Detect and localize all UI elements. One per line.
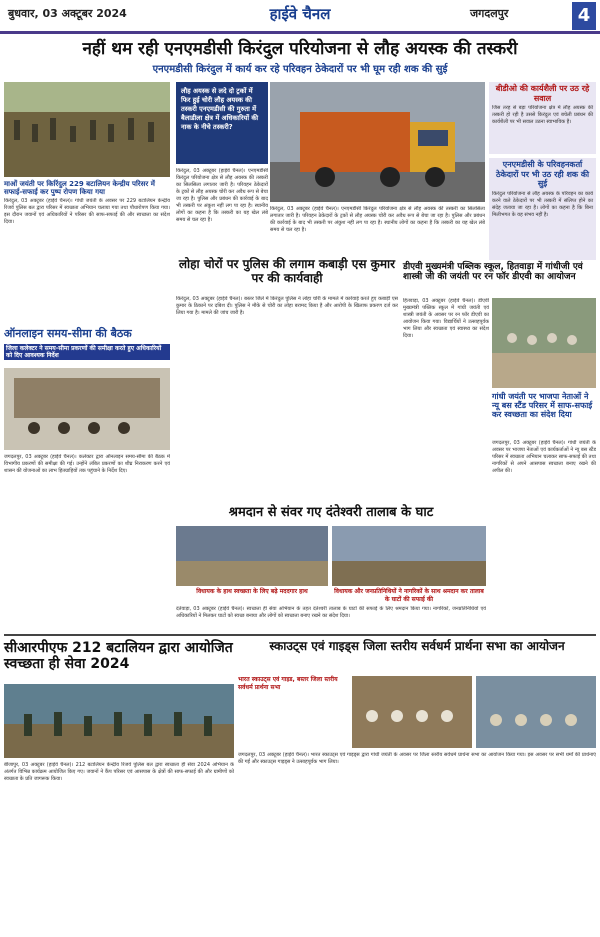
lead-body-col2: किरंदुल, 03 अक्टूबर (हाईवे चैनल)। एनएमडीसी किरंदुल परियोजना क्षेत्र से लौह अयस्क की तस्करी का सिलसिला लगातार जारी है। परिवहन ठेकेदारों के ट्रकों से लौह अयस्क चोरी कर अवैध रूप से बेचा जा रहा है। पुलिस और प्रबंधन की कार्रवाई के बाद भी तस्करी पर अंकुश नहीं लग पा रहा है। स्थानीय लोगों का कहना है कि तस्करी का यह खेल लंबे समय से चल रहा है। [270,206,485,233]
lead-headline: नहीं थम रही एनएमडीसी किरंदुल परियोजना से लौह अयस्क की तस्करी [82,39,518,59]
section-divider [4,634,596,636]
scouts-headline: स्काउट्स एवं गाइड्स जिला स्तरीय सर्वधर्म प्रार्थना सभा का आयोजन [269,639,565,653]
shramdaan-photo-left [176,526,328,586]
online-meeting-body: जगदलपुर, 03 अक्टूबर (हाईवे चैनल)। कलेक्टर द्वारा ऑनलाइन समय-सीमा की बैठक में विभागीय प्रकरणों की समीक्षा की गई। उन्होंने लंबित प्रकरणों का शीघ्र निराकरण करने एवं शासन की योजनाओं का लाभ हितग्राहियों तक पहुंचाने के निर्देश दिए। [4,454,170,474]
scouts-photo-2 [476,676,596,748]
scouts-body: जगदलपुर, 03 अक्टूबर (हाईवे चैनल)। भारत स्काउट्स एवं गाइड्स द्वारा गांधी जयंती के अवसर पर जिला स्तरीय सर्वधर्म प्रार्थना सभा का आयोजन किया गया। इस अवसर पर सभी धर्मों की प्रार्थनाएं की गईं और स्काउट्स गाइड्स ने उत्साहपूर्वक भाग लिया। [238,752,596,765]
online-meeting-headline: ऑनलाइन समय-सीमा की बैठक [4,327,132,340]
cleanliness-drive-photo [4,82,170,177]
scrap-headline: लोहा चोरों पर पुलिस की लगाम कबाड़ी एस कुमार पर की कार्यवाही [178,257,396,285]
newspaper-name: हाईवे चैनल [269,5,331,23]
shramdaan-photo-right [332,526,486,586]
bdo-box-body: जिस तरह से बड़ा परियोजना क्षेत्र में लौह अयस्क की तस्करी हो रही है उससे किरंदुल एवं बचेली प्रबंधन की कार्यशैली पर भी सवाल उठना स्वाभाविक है। [492,105,593,126]
edition-city: जगदलपुर [470,7,509,20]
online-meeting-photo [4,368,170,450]
bdo-box-title: बीडीओ की कार्यशैली पर उठ रहे सवाल [495,84,590,103]
transport-box-body: किरंदुल परियोजना से लौह अयस्क के परिवहन का कार्य करने वाले ठेकेदारों पर भी तस्करी में संलिप्त होने का संदेह जताया जा रहा है। लोगों का कहना है कि बिना मिलीभगत के यह संभव नहीं है। [492,190,593,218]
left-top-body: किरंदुल, 03 अक्टूबर (हाईवे चैनल)। गांधी जयंती के अवसर पर 229 बटालियन केन्द्रीय रिजर्व पुलिस बल द्वारा परिसर में स्वच्छता अभियान चलाया गया तथा पौधारोपण किया गया। इस दौरान जवानों एवं अधिकारियों ने परिसर की साफ-सफाई की और स्वच्छता का संदेश दिया। [4,198,170,225]
dav-headline: डीएवी मुख्यमंत्री पब्लिक स्कूल, हितवाड़ा में गांधीजी एवं शास्त्री जी की जयंती पर रन फॉर डीएवी का आयोजन [403,262,583,283]
transport-sidebar [489,158,596,260]
dav-run-photo [492,298,596,388]
crpf-photo [4,684,234,758]
bjp-cleanliness-body: जगदलपुर, 03 अक्टूबर (हाईवे चैनल)। गांधी जयंती के अवसर पर भाजपा नेताओं एवं कार्यकर्ताओं ने न्यू बस स्टैंड परिसर में स्वच्छता अभियान चलाकर साफ-सफाई की तथा नागरिकों से अपने आसपास स्वच्छता बनाए रखने की अपील की। [492,440,596,474]
scouts-photo-1 [352,676,472,748]
transport-box-title: एनएमडीसी के परिवहनकर्ता ठेकेदारों पर भी उठ रही शक की सुई [495,160,590,189]
crpf-headline: सीआरपीएफ 212 बटालियन द्वारा आयोजित स्वच्छता ही सेवा 2024 [4,640,233,673]
shramdaan-caption-right: विधायक और जनप्रतिनिधियों ने नागरिकों के साथ श्रमदान कर तालाब के घाटों की सफाई की [334,588,484,603]
bjp-cleanliness-headline: गांधी जयंती पर भाजपा नेताओं ने न्यू बस स्टैंड परिसर में साफ-सफाई कर स्वच्छता का संदेश दिया [492,392,593,420]
shramdaan-body: दंतेवाड़ा, 03 अक्टूबर (हाईवे चैनल)। स्वच्छता ही सेवा अभियान के तहत दंतेश्वरी तालाब के घाटों की सफाई के लिए श्रमदान किया गया। नागरिकों, जनप्रतिनिधियों एवं अधिकारियों ने मिलकर घाटों को स्वच्छ बनाया और लोगों को स्वच्छता बनाए रखने का संदेश दिया। [176,606,486,619]
bdo-sidebar [489,82,596,154]
page-number: 4 [572,2,596,30]
scouts-caption: भारत स्काउट्स एवं गाइड, बस्तर जिला स्तरीय सर्वधर्म प्रार्थना सभा [238,676,338,691]
lead-body-col1: किरंदुल, 03 अक्टूबर (हाईवे चैनल)। एनएमडीसी किरंदुल परियोजना क्षेत्र से लौह अयस्क की तस्करी का सिलसिला लगातार जारी है। परिवहन ठेकेदारों के ट्रकों से लौह अयस्क चोरी कर अवैध रूप से बेचा जा रहा है। पुलिस और प्रबंधन की कार्रवाई के बाद भी तस्करी पर अंकुश नहीं लग पा रहा है। स्थानीय लोगों का कहना है कि तस्करी का यह खेल लंबे समय से चल रहा है। [176,168,268,223]
ore-truck-photo [270,82,485,202]
shramdaan-caption-left: विधायक के हाथ स्वच्छता के लिए बढ़े मददगार हाथ [196,588,308,595]
dav-body: हितवाड़ा, 03 अक्टूबर (हाईवे चैनल)। डीएवी मुख्यमंत्री पब्लिक स्कूल में गांधी जयंती एवं शास्त्री जयंती के अवसर पर रन फॉर डीएवी का आयोजन किया गया। विद्यार्थियों ने उत्साहपूर्वक भाग लिया और स्वच्छता एवं स्वास्थ्य का संदेश दिया। [403,298,489,339]
issue-date: बुधवार, 03 अक्टूबर 2024 [8,7,127,20]
left-photo-caption: माओं जयंती पर किरिंदुल 229 बटालियन केन्द्रीय परिसर में सफाई-सफाई कर पुष्प रोपण किया गया [4,180,155,197]
online-meeting-subhead: जिला कलेक्टर ने समय-सीमा प्रकरणों की समीक्षा करते हुए अधिकारियों को दिए आवश्यक निर्देश [4,344,170,360]
shramdaan-headline: श्रमदान से संवर गए दंतेश्वरी तालाब के घाट [228,505,434,520]
lead-subhead: एनएमडीसी किरंदुल में कार्य कर रहे परिवहन ठेकेदारों पर भी घूम रही शक की सुई [152,64,448,75]
lead-pullquote-box [176,82,268,164]
scrap-body: किरंदुल, 03 अक्टूबर (हाईवे चैनल)। बस्तर जिले में किरंदुल पुलिस ने लोहा चोरी के मामले में कार्रवाई करते हुए कबाड़ी एस कुमार के ठिकाने पर दबिश दी। पुलिस ने मौके से चोरी का लोहा बरामद किया है और आरोपी के खिलाफ प्रकरण दर्ज कर लिया गया है। मामले की जांच जारी है। [176,296,398,316]
crpf-body: बीजापुर, 03 अक्टूबर (हाईवे चैनल)। 212 बटालियन केन्द्रीय रिजर्व पुलिस बल द्वारा स्वच्छता ही सेवा 2024 अभियान के अंतर्गत विभिन्न कार्यक्रम आयोजित किए गए। जवानों ने कैंप परिसर एवं आसपास के क्षेत्रों की साफ-सफाई की और ग्रामीणों को स्वच्छता के प्रति जागरूक किया। [4,762,234,782]
lead-pullquote: लौह अयस्क से लदे दो ट्रकों में फिर हुई चोरी लौह अयस्क की तस्करी एनएमडीसी की गुरुता में बैलाडीला क्षेत्र में अधिकारियों की नाक के नीचे तस्करी? [181,87,259,131]
